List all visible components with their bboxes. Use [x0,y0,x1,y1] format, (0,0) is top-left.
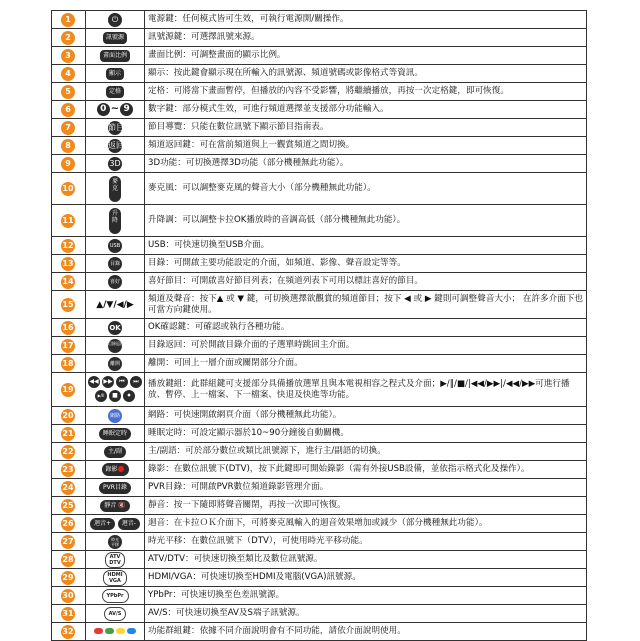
mute-key-icon: 靜音 🔇 [100,500,129,512]
table-row [52,205,587,237]
row-description: 麥克風：可以調整麥克風的聲音大小（部分機種無此功能）。 [145,173,587,205]
3d-key-icon: 3D [108,157,122,171]
row-description: OK確認鍵：可確認或執行各種功能。 [145,319,587,337]
microphone-volume-key-icon: 麥 克 [109,176,121,202]
previous-icon: ⏮ [116,376,128,388]
ypbpr-key-icon: YPbPr [102,589,129,603]
row-description: 3D功能：可切換選擇3D功能（部分機種無此功能）。 [145,155,587,173]
menu-return-key-icon: 目錄返回 [108,339,122,353]
table-row [52,355,587,373]
table-row [52,119,587,137]
play-pause-icon: ▶/II [95,390,107,402]
web-key-icon: 網路 [108,409,122,423]
red-function-key-icon [94,628,103,634]
table-row [52,461,587,479]
table-row [52,173,587,205]
remote-key-table [51,10,587,641]
fast-forward-icon: ▶▶ [102,376,114,388]
record-dot-icon: ● [117,464,125,473]
table-row [52,273,587,291]
row-number-badge: 5 [61,85,75,99]
row-number-badge: 31 [61,607,75,621]
row-number-badge: 18 [61,357,75,371]
row-number-badge: 27 [61,535,75,549]
table-row [52,65,587,83]
table-row [52,533,587,551]
ok-key-icon: OK [108,321,122,335]
pvr-menu-key-icon: PVR目錄 [99,482,131,494]
row-number-badge: 32 [61,625,75,639]
row-number-badge: 10 [61,182,75,196]
row-description: 目錄返回：可於開啟目錄介面的子選單時跳回主介面。 [145,337,587,355]
row-description: USB：可快速切換至USB介面。 [145,237,587,255]
exit-key-icon: 離開 [108,357,122,371]
table-row [52,47,587,65]
row-number-badge: 4 [61,67,75,81]
digit-zero-key-icon: 0 [97,103,110,116]
row-number-badge: 11 [61,214,75,228]
table-row [52,515,587,533]
row-number-badge: 21 [61,427,75,441]
green-function-key-icon [105,628,114,634]
row-number-badge: 29 [61,571,75,585]
row-description: HDMI/VGA：可快速切換至HDMI及電腦(VGA)訊號源。 [145,569,587,587]
table-row [52,11,587,29]
row-number-badge: 22 [61,445,75,459]
row-description: 電源鍵：任何模式皆可生效，可執行電源開/關操作。 [145,11,587,29]
rewind-icon: ◀◀ [88,376,100,388]
table-row [52,291,587,319]
table-row [52,255,587,273]
favorite-key-icon: 喜好 [108,275,122,289]
display-key-icon: 顯示 [106,68,124,80]
row-description: 訊號源鍵：可選擇訊號來源。 [145,29,587,47]
main-sub-audio-key-icon: 主/副 [104,446,126,458]
row-number-badge: 9 [61,157,75,171]
table-row [52,551,587,569]
usb-key-icon: USB [108,239,122,253]
channel-return-key-icon: 返回 [108,139,122,153]
atv-dtv-key-icon: ATV DTV [105,552,125,568]
table-row [52,407,587,425]
freeze-key-icon: 定格 [106,86,124,98]
table-row [52,155,587,173]
row-number-badge: 19 [61,383,75,397]
blue-function-key-icon [127,628,136,634]
table-row [52,319,587,337]
row-number-badge: 23 [61,463,75,477]
row-number-badge: 15 [61,298,75,312]
row-number-badge: 14 [61,275,75,289]
power-icon: ⏻ [108,13,122,27]
row-description: 迴音：在卡拉ＯＫ介面下，可將麥克風輸入的迴音效果增加或減少（部分機種無此功能）。 [145,515,587,533]
table-row [52,569,587,587]
row-number-badge: 28 [61,553,75,567]
sleep-timer-key-icon: 睡眠定時 [99,428,131,440]
row-number-badge: 26 [61,517,75,531]
row-description: 目錄：可開啟主要功能設定的介面，如頻道、影像、聲音設定等等。 [145,255,587,273]
row-description: 離開：可回上一層介面或關閉部分介面。 [145,355,587,373]
table-row [52,479,587,497]
row-description: 主/副語：可於部分數位或類比訊號源下，進行主/副語的切換。 [145,443,587,461]
row-description: 功能群組鍵：依據不同介面說明會有不同功能，請依介面說明使用。 [145,623,587,641]
table-row [52,605,587,623]
aspect-ratio-key-icon: 畫面比例 [100,50,130,62]
record-icon: ⏺ [123,390,135,402]
row-description: 睡眠定時：可設定顯示器於10~90分鐘後自動關機。 [145,425,587,443]
row-description: 喜好節目：可開啟喜好節目列表；在頻道列表下可用以標註喜好的節目。 [145,273,587,291]
row-number-badge: 6 [61,103,75,117]
echo-up-key-icon: 迴音+ [90,518,115,530]
row-number-badge: 2 [61,31,75,45]
epg-key-icon: 節目 [108,121,122,135]
row-description: 節目導覽：只能在數位訊號下顯示節目指南表。 [145,119,587,137]
row-number-badge: 20 [61,409,75,423]
row-description: 錄影：在數位訊號下(DTV)，按下此鍵即可開始錄影（需有外接USB設備，並依指示格式化及操作）。 [145,461,587,479]
table-row [52,425,587,443]
row-number-badge: 12 [61,239,75,253]
row-description: 網路：可快速開啟網頁介面（部分機種無此功能）。 [145,407,587,425]
row-description: YPbPr：可快速切換至色差訊號源。 [145,587,587,605]
arrow-keys-icon: ▲/▼/◀/▶ [96,299,134,310]
row-description: 靜音：按一下隨即將聲音關閉，再按一次即可恢復。 [145,497,587,515]
table-row [52,587,587,605]
row-description: 時光平移：在數位訊號下（DTV），可使用時光平移功能。 [145,533,587,551]
row-description: 畫面比例：可調整畫面的顯示比例。 [145,47,587,65]
av-s-key-icon: AV/S [104,607,127,621]
row-description: 定格：可將當下畫面暫停，但播放的內容不受影響，將繼續播放，再按一次定格鍵，即可恢復。 [145,83,587,101]
row-number-badge: 16 [61,321,75,335]
echo-down-key-icon: 迴音- [118,518,140,530]
digit-nine-key-icon: 9 [120,103,133,116]
yellow-function-key-icon [116,628,125,634]
row-description: 顯示：按此鍵會顯示現在所輸入的訊號源、頻道號碼或影像格式等資訊。 [145,65,587,83]
row-number-badge: 13 [61,257,75,271]
table-row [52,443,587,461]
row-number-badge: 7 [61,121,75,135]
row-description: 頻道返回鍵：可在當前頻道與上一觀賞頻道之間切換。 [145,137,587,155]
playback-keys-bottom [86,390,144,404]
playback-keys-top [86,376,144,390]
row-number-badge: 30 [61,589,75,603]
table-row [52,497,587,515]
time-shift-key-icon: 時光 平移 [108,535,122,549]
row-number-badge: 8 [61,139,75,153]
row-description: 升降調：可以調整卡拉OK播放時的音調高低（部分機種無此功能）。 [145,205,587,237]
row-number-badge: 25 [61,499,75,513]
table-row [52,83,587,101]
table-row [52,237,587,255]
table-row [52,373,587,407]
row-number-badge: 24 [61,481,75,495]
table-row [52,137,587,155]
row-description: 頻道及聲音：按下▲ 或 ▼ 鍵，可切換選擇欲觀賞的頻道節目；按下 ◀ 或 ▶ 鍵則可調整聲音大小； 在許多介面下也可當方向鍵使用。 [145,291,587,319]
row-number-badge: 1 [61,13,75,27]
input-source-key-icon: 訊號源 [103,32,127,44]
table-row [52,29,587,47]
next-icon: ⏭ [130,376,142,388]
menu-key-icon: 目錄 [108,257,122,271]
row-number-badge: 3 [61,49,75,63]
row-number-badge: 17 [61,339,75,353]
row-description: PVR目錄：可開啟PVR數位頻道錄影管理介面。 [145,479,587,497]
table-row [52,623,587,641]
record-key-icon: 錄影● [102,463,129,476]
hdmi-vga-key-icon: HDMI VGA [103,570,126,586]
row-description: AV/S：可快速切換至AV及S端子訊號源。 [145,605,587,623]
table-row [52,337,587,355]
table-row: 6 0 ~ 9 數字鍵：部分模式生效，可進行頻道選擇並支援部分功能輸入。 [52,101,587,119]
stop-icon: ■ [109,390,121,402]
row-description: ATV/DTV：可快速切換至類比及數位訊號源。 [145,551,587,569]
key-change-key-icon: 升 降 [109,208,121,234]
row-description: 播放鍵組：此群組鍵可支援部分具備播放選單且與本電視相容之程式及介面；▶/‖/■/|◀◀/▶▶|/◀◀/▶▶可進行播放、暫停、上一檔案、下一檔案、快退及快進等功能。 [145,373,587,407]
row-description: 數字鍵：部分模式生效，可進行頻道選擇並支援部分功能輸入。 [145,101,587,119]
